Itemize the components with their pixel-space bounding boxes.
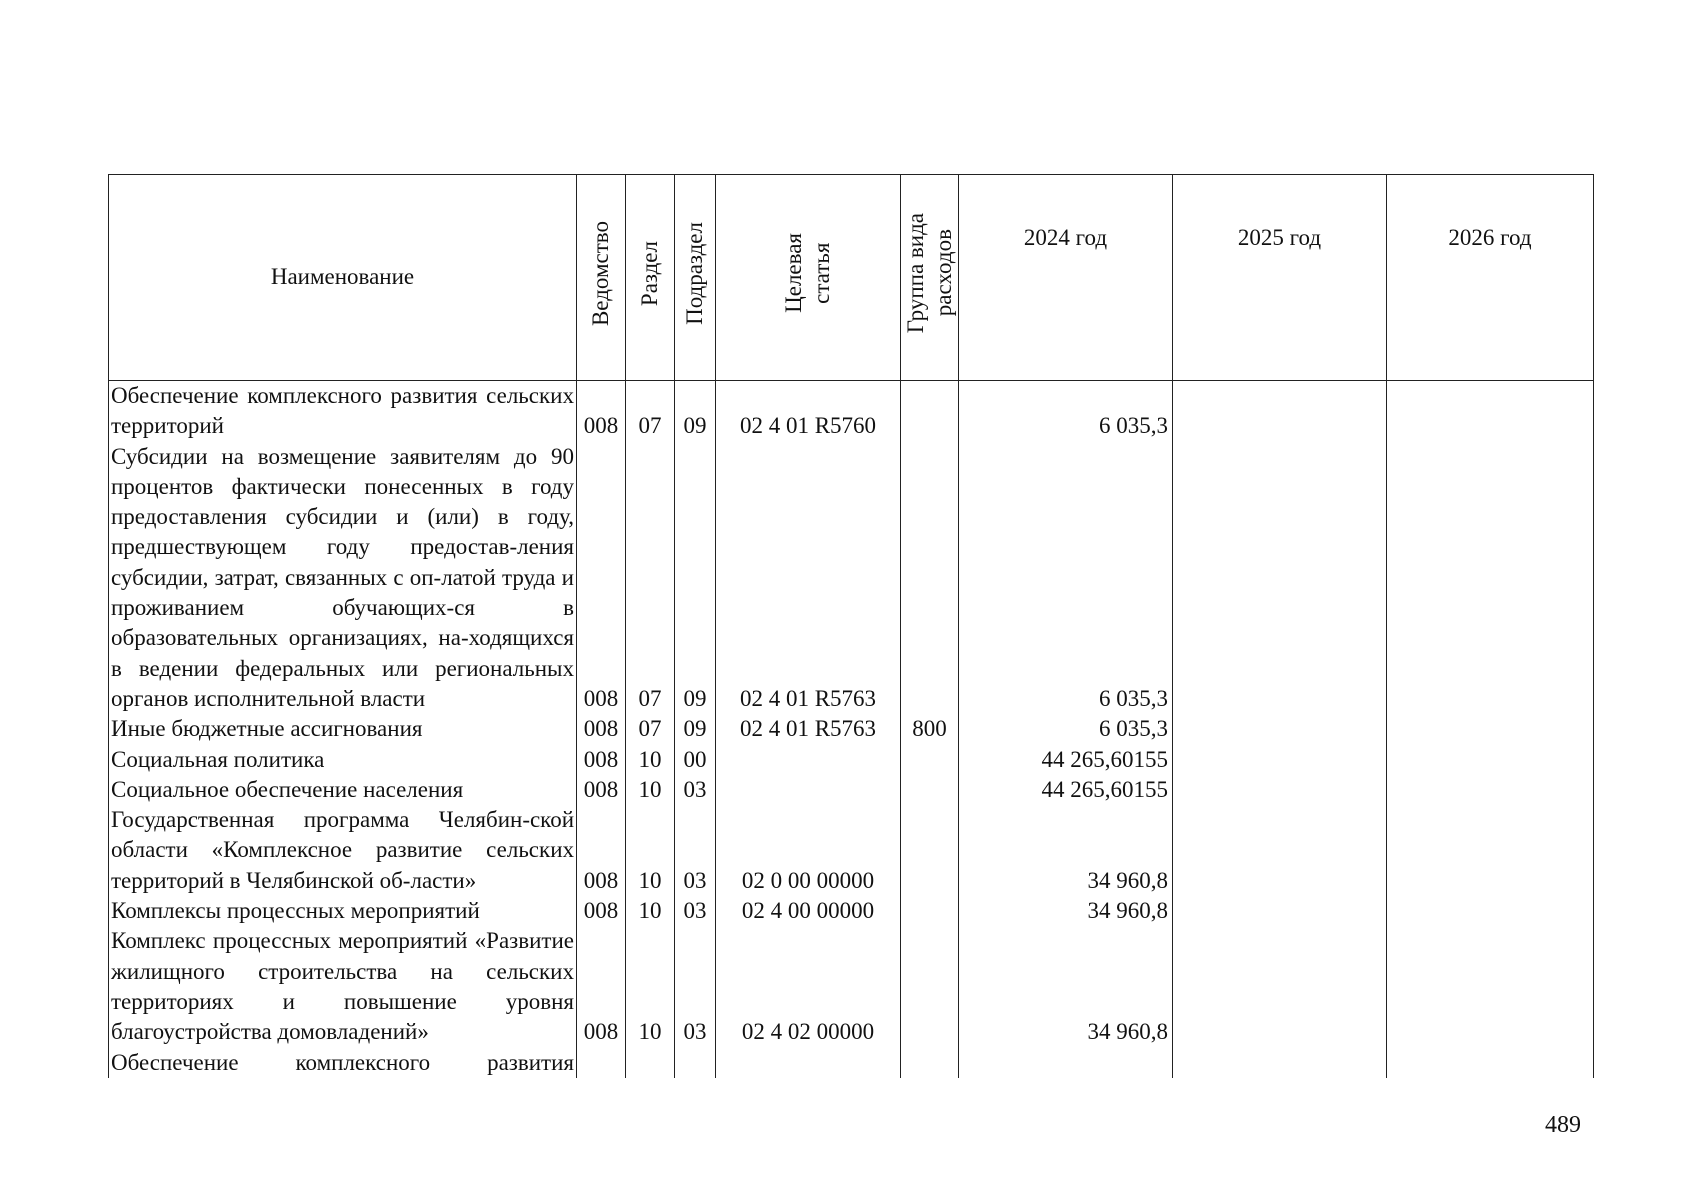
row-2024: 6 035,3 [959,442,1173,715]
row-vedomstvo: 008 [577,926,626,1047]
row-2026 [1387,745,1594,775]
header-2024: 2024 год [959,175,1173,381]
row-target: 02 0 00 00000 [716,805,901,896]
page-number: 489 [1545,1112,1581,1138]
row-razdel: 10 [626,896,675,926]
table-row [109,896,1594,926]
row-podrazdel [675,1048,716,1078]
row-vedomstvo: 008 [577,745,626,775]
row-razdel: 10 [626,745,675,775]
header-row [109,175,1594,381]
row-podrazdel: 09 [675,714,716,744]
row-2025 [1173,1048,1387,1078]
row-group: 800 [901,714,959,744]
row-razdel: 10 [626,926,675,1047]
row-group [901,745,959,775]
row-name: Обеспечение комплексного развития сельских территорий [109,381,577,442]
row-name: Иные бюджетные ассигнования [109,714,577,744]
row-2026 [1387,381,1594,442]
row-vedomstvo: 008 [577,805,626,896]
row-2026 [1387,442,1594,715]
row-podrazdel: 03 [675,896,716,926]
header-group: Группа вида расходов [901,175,959,381]
row-2025 [1173,926,1387,1047]
table-row [109,714,1594,744]
row-2024: 34 960,8 [959,805,1173,896]
row-2024: 34 960,8 [959,926,1173,1047]
table-row [109,745,1594,775]
row-2024: 44 265,60155 [959,775,1173,805]
table-row [109,805,1594,896]
row-group [901,805,959,896]
row-razdel: 07 [626,381,675,442]
row-podrazdel: 03 [675,805,716,896]
row-name: Комплексы процессных мероприятий [109,896,577,926]
row-group [901,896,959,926]
row-name: Социальное обеспечение населения [109,775,577,805]
row-vedomstvo: 008 [577,442,626,715]
row-razdel [626,1048,675,1078]
row-name: Социальная политика [109,745,577,775]
row-2025 [1173,805,1387,896]
row-2025 [1173,896,1387,926]
row-2025 [1173,442,1387,715]
row-2024: 44 265,60155 [959,745,1173,775]
row-podrazdel: 09 [675,381,716,442]
header-2025: 2025 год [1173,175,1387,381]
table-row [109,442,1594,715]
row-2024 [959,1048,1173,1078]
row-target: 02 4 02 00000 [716,926,901,1047]
header-vedomstvo: Ведомство [577,175,626,381]
row-2024: 34 960,8 [959,896,1173,926]
row-podrazdel: 03 [675,775,716,805]
row-2026 [1387,775,1594,805]
row-razdel: 07 [626,714,675,744]
table-row [109,926,1594,1047]
row-2026 [1387,926,1594,1047]
row-2025 [1173,775,1387,805]
row-target [716,745,901,775]
row-2026 [1387,805,1594,896]
row-vedomstvo: 008 [577,381,626,442]
row-2025 [1173,745,1387,775]
row-group [901,442,959,715]
row-target: 02 4 00 00000 [716,896,901,926]
header-name: Наименование [109,175,577,381]
table-row [109,775,1594,805]
row-target: 02 4 01 R5763 [716,714,901,744]
table-row [109,381,1594,442]
row-2025 [1173,381,1387,442]
row-vedomstvo: 008 [577,896,626,926]
row-2026 [1387,896,1594,926]
row-target: 02 4 01 R5763 [716,442,901,715]
row-razdel: 10 [626,775,675,805]
row-razdel: 07 [626,442,675,715]
budget-table [108,174,1594,1078]
header-target: Целевая статья [716,175,901,381]
row-name: Субсидии на возмещение заявителям до 90 процентов фактически понесенных в году предоставления субсидии и (или) в году, предшествующем году предостав-ления субсидии, затрат, связанных с оп-латой труда и проживанием обучающих-ся в образовательных организациях, на-ходящихся в ведении федеральных или региональных органов исполнительной власти [109,442,577,715]
row-target [716,1048,901,1078]
header-podrazdel: Подраздел [675,175,716,381]
row-2025 [1173,714,1387,744]
row-podrazdel: 00 [675,745,716,775]
table-row [109,1048,1594,1078]
budget-table-page [108,174,1593,1100]
row-podrazdel: 03 [675,926,716,1047]
row-2024: 6 035,3 [959,381,1173,442]
header-2026: 2026 год [1387,175,1594,381]
row-group [901,926,959,1047]
row-target: 02 4 01 R5760 [716,381,901,442]
row-name: Комплекс процессных мероприятий «Развитие жилищного строительства на сельских территориях и повышение уровня благоустройства домовладений» [109,926,577,1047]
row-group [901,1048,959,1078]
row-2026 [1387,1048,1594,1078]
row-name: Обеспечение комплексного развития [109,1048,577,1078]
row-razdel: 10 [626,805,675,896]
row-vedomstvo: 008 [577,714,626,744]
row-2024: 6 035,3 [959,714,1173,744]
row-vedomstvo: 008 [577,775,626,805]
row-podrazdel: 09 [675,442,716,715]
row-target [716,775,901,805]
row-group [901,775,959,805]
header-razdel: Раздел [626,175,675,381]
row-2026 [1387,714,1594,744]
row-vedomstvo [577,1048,626,1078]
row-name: Государственная программа Челябин-ской области «Комплексное развитие сельских территорий в Челябинской об-ласти» [109,805,577,896]
row-group [901,381,959,442]
